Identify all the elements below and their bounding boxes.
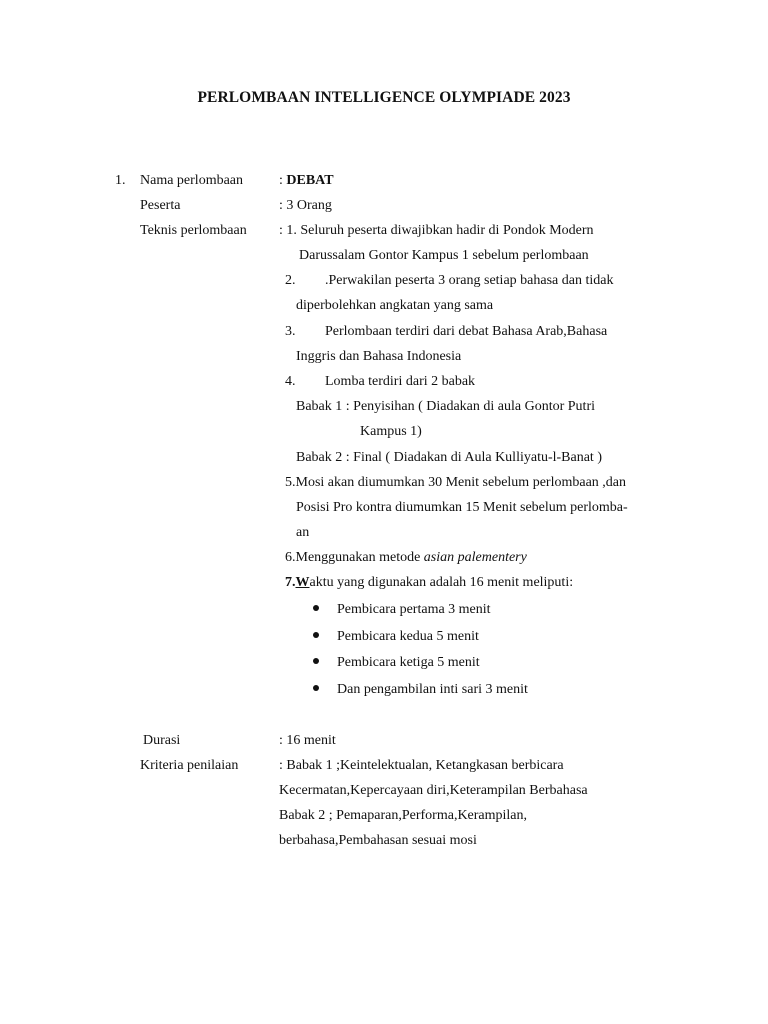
teknis-rule-5-line-1: 5.Mosi akan diumumkan 30 Menit sebelum perlombaan ,dan — [285, 475, 626, 490]
teknis-rule-4-number: 4. — [285, 374, 296, 389]
bullet-item-3: Pembicara ketiga 5 menit — [337, 655, 480, 670]
teknis-rule-3-number: 3. — [285, 324, 296, 339]
teknis-rule-2-line-2: diperbolehkan angkatan yang sama — [296, 298, 494, 313]
colon: : — [279, 173, 287, 188]
teknis-rule-3-line-2: Inggris dan Bahasa Indonesia — [296, 349, 462, 364]
bullet-icon — [313, 685, 319, 691]
item-number: 1. — [115, 173, 126, 188]
bullet-icon — [313, 605, 319, 611]
value-nama-perlombaan — [279, 174, 334, 188]
teknis-rule-6-method: asian palementery — [423, 550, 527, 565]
babak-1-line-2: Kampus 1) — [360, 424, 422, 439]
teknis-rule-5-line-3: an — [296, 525, 310, 540]
bullet-item-2: Pembicara kedua 5 menit — [337, 629, 479, 644]
kriteria-line-2: Kecermatan,Kepercayaan diri,Keterampilan Berbahasa — [279, 783, 588, 798]
kriteria-line-4: berbahasa,Pembahasan sesuai mosi — [279, 833, 477, 848]
teknis-rule-7-text: aktu yang digunakan adalah 16 menit meliputi: — [309, 575, 574, 590]
teknis-rule-3-line-1: Perlombaan terdiri dari debat Bahasa Arab,Bahasa — [325, 324, 608, 339]
label-teknis-perlombaan: Teknis perlombaan — [140, 223, 247, 238]
teknis-rule-7 — [285, 576, 573, 590]
bullet-item-4: Dan pengambilan inti sari 3 menit — [337, 682, 528, 697]
label-peserta: Peserta — [140, 198, 181, 213]
teknis-rule-2-line-1: .Perwakilan peserta 3 orang setiap bahasa dan tidak — [325, 273, 614, 288]
teknis-rule-7-initial: W — [295, 575, 310, 590]
babak-1-line-1: Babak 1 : Penyisihan ( Diadakan di aula Gontor Putri — [296, 399, 595, 414]
teknis-rule-1-line-2: Darussalam Gontor Kampus 1 sebelum perlombaan — [299, 248, 589, 263]
teknis-rule-6 — [285, 551, 527, 565]
value-durasi: : 16 menit — [279, 733, 336, 748]
teknis-rule-2-number: 2. — [285, 273, 296, 288]
label-kriteria-penilaian: Kriteria penilaian — [140, 758, 239, 773]
value-debat: DEBAT — [286, 173, 334, 188]
babak-2-line: Babak 2 : Final ( Diadakan di Aula Kulliyatu-l-Banat ) — [296, 450, 602, 465]
bullet-icon — [313, 658, 319, 664]
bullet-icon — [313, 632, 319, 638]
teknis-rule-4-line-1: Lomba terdiri dari 2 babak — [325, 374, 476, 389]
teknis-rule-7-number: 7. — [285, 575, 296, 590]
kriteria-line-3: Babak 2 ; Pemaparan,Performa,Kerampilan, — [279, 808, 528, 823]
document-title: PERLOMBAAN INTELLIGENCE OLYMPIADE 2023 — [197, 89, 571, 106]
label-durasi: Durasi — [143, 733, 181, 748]
teknis-rule-5-line-2: Posisi Pro kontra diumumkan 15 Menit sebelum perlomba- — [296, 500, 628, 515]
teknis-rule-6-text: 6.Menggunakan metode — [285, 550, 424, 565]
value-peserta: : 3 Orang — [279, 198, 332, 213]
teknis-rule-1-line-1: : 1. Seluruh peserta diwajibkan hadir di Pondok Modern — [279, 223, 594, 238]
label-nama-perlombaan: Nama perlombaan — [140, 173, 244, 188]
kriteria-line-1: : Babak 1 ;Keintelektualan, Ketangkasan berbicara — [279, 758, 564, 773]
bullet-item-1: Pembicara pertama 3 menit — [337, 602, 491, 617]
